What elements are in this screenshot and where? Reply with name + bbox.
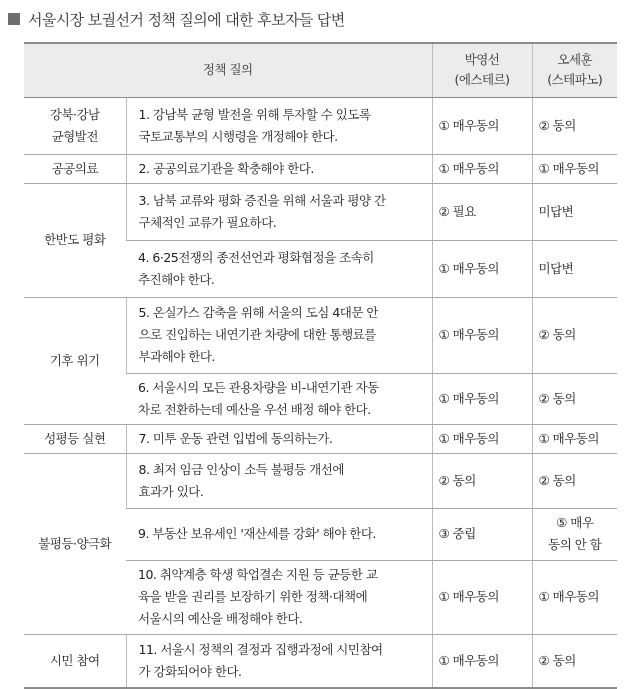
title-square-icon bbox=[8, 13, 20, 25]
answer-cand2: ① 매우동의 bbox=[532, 560, 617, 634]
page-title: 서울시장 보궐선거 정책 질의에 대한 후보자들 답변 bbox=[28, 10, 345, 29]
category-label: 불평등·양극화 bbox=[24, 453, 126, 634]
answer-cand1: ① 매우동의 bbox=[432, 560, 532, 634]
answer-cand2: 미답변 bbox=[532, 240, 617, 297]
candidate-2-name: 오세훈 bbox=[557, 52, 593, 68]
answer-cand2: 미답변 bbox=[532, 183, 617, 240]
answer-cand2: ① 매우동의 bbox=[532, 424, 617, 453]
answer-cand1: ② 필요 bbox=[432, 183, 532, 240]
header-candidate-1 bbox=[432, 43, 532, 97]
question-line: 7. 미투 운동 관련 입법에 동의하는가. bbox=[138, 430, 333, 446]
question-cell bbox=[126, 154, 432, 183]
category-cell bbox=[24, 97, 126, 154]
answer-cand2: ② 동의 bbox=[532, 297, 617, 373]
answer-cand2: ② 동의 bbox=[532, 373, 617, 424]
answer-cand1: ② 동의 bbox=[432, 453, 532, 508]
answer-line: ⑤ 매우 bbox=[556, 515, 594, 530]
table-row bbox=[24, 154, 617, 183]
question-line: 5. 온실가스 감축을 위해 서울의 도심 4대문 안 bbox=[138, 305, 378, 320]
answer-cand2: ② 동의 bbox=[532, 634, 617, 688]
question-line: 10. 취약계층 학생 학업결손 지원 등 균등한 교 bbox=[138, 567, 378, 582]
question-line: 9. 부동산 보유세인 '재산세를 강화' 해야 한다. bbox=[138, 526, 376, 541]
question-cell bbox=[126, 424, 432, 453]
answer-cand1: ① 매우동의 bbox=[432, 297, 532, 373]
question-cell bbox=[126, 560, 432, 634]
category-label: 한반도 평화 bbox=[24, 183, 126, 297]
category-label: 공공의료 bbox=[24, 154, 126, 183]
table-row bbox=[24, 297, 617, 373]
question-cell bbox=[126, 297, 432, 373]
question-line: 2. 공공의료기관을 확충해야 한다. bbox=[138, 160, 314, 176]
policy-answer-table bbox=[24, 42, 617, 689]
question-line: 4. 6·25전쟁의 종전선언과 평화협정을 조속히 bbox=[138, 249, 374, 265]
answer-cand2: ② 동의 bbox=[532, 453, 617, 508]
answer-cand1: ① 매우동의 bbox=[432, 97, 532, 154]
question-cell bbox=[126, 97, 432, 154]
category-label: 시민 참여 bbox=[24, 634, 126, 688]
answer-cand1: ① 매우동의 bbox=[432, 424, 532, 453]
header-candidate-2 bbox=[532, 43, 617, 97]
answer-cand1: ① 매우동의 bbox=[432, 240, 532, 297]
question-cell bbox=[126, 373, 432, 424]
answer-cand1: ① 매우동의 bbox=[432, 634, 532, 688]
candidate-1-name: 박영선 bbox=[464, 52, 500, 68]
category-label: 성평등 실현 bbox=[24, 424, 126, 453]
question-line: 6. 서울시의 모든 관용차량을 비-내연기관 자동 bbox=[138, 379, 379, 395]
question-cell bbox=[126, 183, 432, 240]
table-row bbox=[24, 183, 617, 240]
answer-line: 동의 안 함 bbox=[548, 537, 602, 552]
question-line: 부과해야 한다. bbox=[138, 349, 215, 364]
question-line: 서울시의 예산을 배정해야 한다. bbox=[138, 611, 303, 626]
question-cell bbox=[126, 240, 432, 297]
category-label: 기후 위기 bbox=[24, 297, 126, 424]
table-row bbox=[24, 634, 617, 688]
category-label: 균형발전 bbox=[51, 128, 98, 144]
question-line: 국토교통부의 시행령을 개정해야 한다. bbox=[138, 128, 338, 144]
answer-cand1: ③ 중립 bbox=[432, 508, 532, 560]
question-line: 차로 전환하는데 예산을 우선 배정 해야 한다. bbox=[138, 401, 371, 417]
candidate-2-baptismal-name: (스테파노) bbox=[547, 72, 603, 88]
header-policy: 정책 질의 bbox=[24, 43, 432, 97]
candidate-1-baptismal-name: (에스테르) bbox=[454, 72, 510, 88]
question-line: 3. 남북 교류와 평화 증진을 위해 서울과 평양 간 bbox=[138, 192, 386, 208]
answer-cand2: ② 동의 bbox=[532, 97, 617, 154]
question-cell bbox=[126, 508, 432, 560]
category-label: 강북·강남 bbox=[49, 106, 100, 122]
answer-cand2 bbox=[532, 508, 617, 560]
question-cell bbox=[126, 453, 432, 508]
question-line: 육을 받을 권리를 보장하기 위한 정책·대책에 bbox=[138, 589, 368, 604]
question-line: 구체적인 교류가 필요하다. bbox=[138, 214, 277, 230]
answer-cand1: ① 매우동의 bbox=[432, 373, 532, 424]
table-row bbox=[24, 424, 617, 453]
question-line: 1. 강남북 균형 발전을 위해 투자할 수 있도록 bbox=[138, 106, 371, 122]
question-line: 가 강화되어야 한다. bbox=[138, 663, 242, 679]
table-row bbox=[24, 453, 617, 508]
answer-cand2: ① 매우동의 bbox=[532, 154, 617, 183]
question-line: 으로 진입하는 내연기관 차량에 대한 통행료를 bbox=[138, 327, 376, 342]
table-row bbox=[24, 97, 617, 154]
question-cell bbox=[126, 634, 432, 688]
question-line: 8. 최저 임금 인상이 소득 불평등 개선에 bbox=[138, 461, 344, 477]
title-row bbox=[8, 8, 345, 30]
question-line: 11. 서울시 정책의 결정과 집행과정에 시민참여 bbox=[138, 641, 383, 657]
question-line: 효과가 있다. bbox=[138, 483, 204, 499]
answer-cand1: ① 매우동의 bbox=[432, 154, 532, 183]
question-line: 추진해야 한다. bbox=[138, 271, 215, 287]
table-header-row bbox=[24, 43, 617, 97]
